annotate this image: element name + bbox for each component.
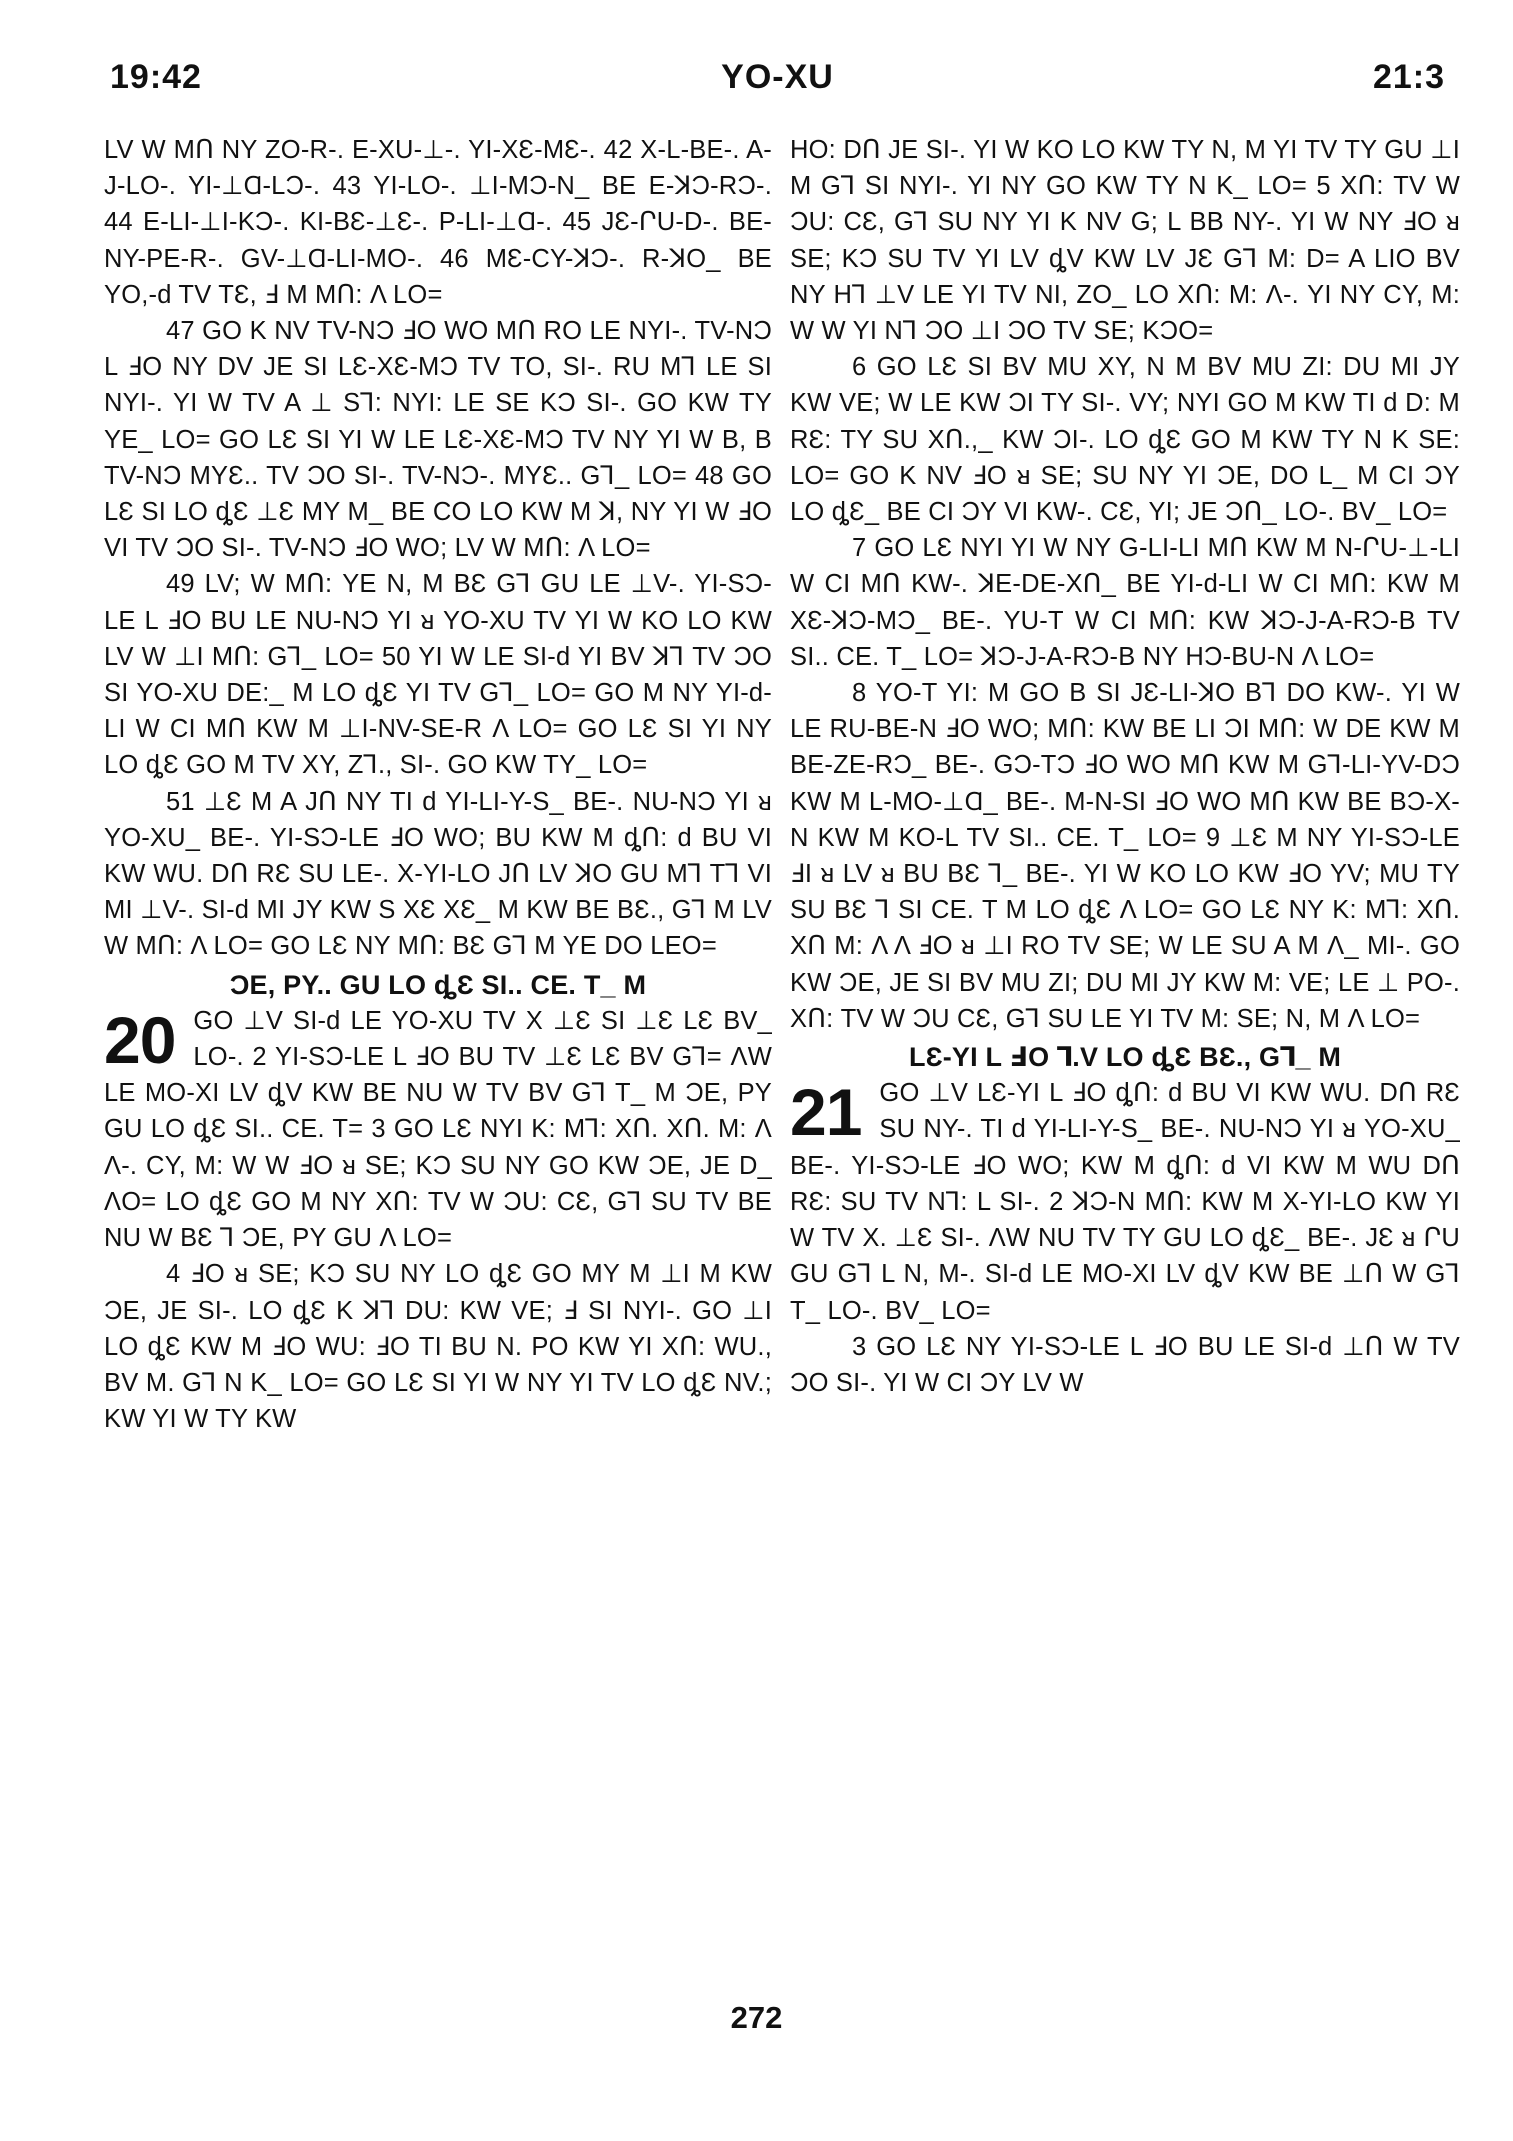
paragraph: LV W MՈ NY ZO-R-. E-XU-⊥-. YI-XƐ-MƐ-. 42 X-L-BE-. A-J-LO-. YI-⊥Ɑ-LƆ-. 43 YI-LO-. ⊥I-MƆ-N_ BE E-ꓘƆ-RƆ-. 44 E-LI-⊥I-KƆ-. KI-BƐ-⊥Ɛ-. P-LI-⊥Ɑ-. 45 JƐ-ՐU-D-. BE-NY-PE-R-. GV-⊥Ɑ-LI-MO-. 46 MƐ-CY-ꓘƆ-. R-ꓘO_ BE YO,-d TV TƐ, Ⅎ M MՈ: Λ LO= [104, 136, 772, 309]
paragraph: GO ⊥V LƐ-YI L ℲO ȡՈ: d BU VI KW WU. DՈ RƐ SU NY-. TI d YI-LI-Y-S_ BE-. NU-NƆ YI ᴚ YO-XU_ BE-. YI-SƆ-LE ℲO WO; KW M ȡՈ: d VI KW M WU DՈ RƐ: SU TV N⅂: L SI-. 2 ꓘƆ-N MՈ: KW M X-YI-LO KW YI W TV X. ⊥Ɛ SI-. ɅW NU TV TY GU LO ȡƐ_ BE-. JƐ ᴚ ՐU GU G⅂ L N, M-. SI-d LE MO-XI LV ȡV KW BE ⊥Ո W G⅂ T_ LO-. BV_ LO= [790, 1079, 1460, 1325]
paragraph: HO: DՈ JE SI-. YI W KO LO KW TY N, M YI TV TY GU ⊥I M G⅂ SI NYI-. YI NY GO KW TY N K_ LO= 5 XՈ: TV W ƆU: CƐ, G⅂ SU NY YI K NV G; L BB NY-. YI W NY ℲO ᴚ SE; KƆ SU TV YI LV ȡV KW LV JƐ G⅂ M: D= A LIO BV NY H⅂ ⊥V LE YI TV NI, ZO_ LO XՈ: M: Λ-. YI NY CY, M: W W YI N⅂ ƆO ⊥I ƆO TV SE; KƆO= [790, 136, 1460, 346]
paragraph: 3 GO LƐ NY YI-SƆ-LE L ℲO BU LE SI-d ⊥Ո W TV ƆO SI-. YI W CI ƆY LV W [790, 1332, 1460, 1397]
chapter-block [104, 1003, 772, 1256]
paragraph: 49 LV; W MՈ: YE N, M BƐ G⅂ GU LE ⊥V-. YI-SƆ-LE L ℲO BU LE NU-NƆ YI ᴚ YO-XU TV YI W KO LO KW LV W ⊥I MՈ: G⅂_ LO= 50 YI W LE SI-d YI BV ꓘ⅂ TV ƆO SI YO-XU DE:_ M LO ȡƐ YI TV G⅂_ LO= GO M NY YI-d-LI W CI MՈ KW M ⊥I-NV-SE-R Λ LO= GO LƐ SI YI NY LO ȡƐ GO M TV XY, Z⅂., SI-. GO KW TY_ LO= [104, 570, 772, 780]
paragraph: 4 ℲO ᴚ SE; KƆ SU NY LO ȡƐ GO MY M ⊥I M KW ƆE, JE SI-. LO ȡƐ K ꓘ⅂ DU: KW VE; Ⅎ SI NYI-. GO ⊥I LO ȡƐ KW M ℲO WU: ℲO TI BU N. PO KW YI XՈ: WU., BV M. G⅂ N K_ LO= GO LƐ SI YI W NY YI TV LO ȡƐ NV.; KW YI W TY KW [104, 1260, 772, 1434]
right-column [790, 132, 1460, 1992]
header-chapter-verse-start: 19:42 [110, 58, 202, 96]
chapter-number: 20 [104, 1002, 176, 1077]
paragraph: 51 ⊥Ɛ M A JՈ NY TI d YI-LI-Y-S_ BE-. NU-NƆ YI ᴚ YO-XU_ BE-. YI-SƆ-LE ℲO WO; BU KW M ȡՈ: d BU VI KW WU. DՈ RƐ SU LE-. X-YI-LO JՈ LV ꓘO GU M⅂ T⅂ VI MI ⊥V-. SI-d MI JY KW S XƐ XƐ_ M KW BE BƐ., G⅂ M LV W MՈ: Λ LO= GO LƐ NY MՈ: BƐ G⅂ M YE DO LEO= [104, 787, 772, 961]
paragraph: GO ⊥V SI-d LE YO-XU TV X ⊥Ɛ SI ⊥Ɛ LƐ BV_ LO-. 2 YI-SƆ-LE L ℲO BU TV ⊥Ɛ LƐ BV G⅂= ɅW LE MO-XI LV ȡV KW BE NU W TV BV G⅂ T_ M ƆE, PY GU LO ȡƐ SI.. CE. T= 3 GO LƐ NYI K: M⅂: XՈ. XՈ. M: Λ Λ-. CY, M: W W ℲO ᴚ SE; KƆ SU NY GO KW ƆE, JE D_ ɅO= LO ȡƐ GO M NY XՈ: TV W ƆU: CƐ, G⅂ SU TV BE NU W BƐ ⅂ ƆE, PY GU Λ LO= [104, 1006, 772, 1253]
left-column [104, 132, 772, 1992]
section-heading: LƐ-YI L ℲO ⅂.V LO ȡƐ BƐ., G⅂_ M [908, 1042, 1342, 1073]
header-chapter-verse-end: 21:3 [1372, 58, 1445, 96]
chapter-number: 21 [790, 1075, 862, 1150]
header-book-title: YO-XU [721, 58, 834, 96]
page-header [110, 58, 1445, 108]
paragraph: 8 YO-T YI: M GO B SI JƐ-LI-ꓘO B⅂ DO KW-. YI W LE RU-BE-N ℲO WO; MՈ: KW BE LI ƆI MՈ: W DE KW M BE-ZE-RƆ_ BE-. GƆ-TƆ ℲO WO MՈ KW M G⅂-LI-YV-DƆ KW M L-MO-⊥Ɑ_ BE-. M-N-SI ℲO WO MՈ KW BE BƆ-X-N KW M KO-L TV SI.. CE. T_ LO= 9 ⊥Ɛ M NY YI-SƆ-LE ℲI ᴚ LV ᴚ BU BƐ ⅂_ BE-. YI W KO LO KW ℲO YV; MU TY SU BƐ ⅂ SI CE. T M LO ȡƐ Λ LO= GO LƐ NY K: M⅂: XՈ. XՈ M: Λ Λ ℲO ᴚ ⊥I RO TV SE; W LE SU A M Λ_ MI-. GO KW ƆE, JE SI BV MU ZI; DU MI JY KW M: VE; LE ⊥ PO-. XՈ: TV W ƆU CƐ, G⅂ SU LE YI TV M: SE; N, M Λ LO= [790, 679, 1460, 1033]
paragraph: 6 GO LƐ SI BV MU XY, N M BV MU ZI: DU MI JY KW VE; W LE KW ƆI TY SI-. VY; NYI GO M KW TI d D: M RƐ: TY SU XՈ.,_ KW ƆI-. LO ȡƐ GO M KW TY N K SE: LO= GO K NV ℲO ᴚ SE; SU NY YI ƆE, DO L_ M CI ƆY LO ȡƐ_ BE CI ƆY VI KW-. CƐ, YI; JE ƆՈ_ LO-. BV_ LO= [790, 353, 1460, 527]
paragraph: 47 GO K NV TV-NƆ ℲO WO MՈ RO LE NYI-. TV-NƆ L ℲO NY DV JE SI LƐ-XƐ-MƆ TV TO, SI-. RU M⅂ LE SI NYI-. YI W TV A ⊥ S⅂: NYI: LE SE KƆ SI-. GO KW TY YE_ LO= GO LƐ SI YI W LE LƐ-XƐ-MƆ TV NY YI W B, B TV-NƆ MYƐ.. TV ƆO SI-. TV-NƆ-. MYƐ.. G⅂_ LO= 48 GO LƐ SI LO ȡƐ ⊥Ɛ MY M_ BE CO LO KW M ꓘ, NY YI W ℲO VI TV ƆO SI-. TV-NƆ ℲO WO; LV W MՈ: Λ LO= [104, 317, 772, 563]
page-number: 272 [730, 2000, 783, 2035]
section-heading: ƆE, PY.. GU LO ȡƐ SI.. CE. T_ M [229, 969, 647, 1000]
paragraph: 7 GO LƐ NYI YI W NY G-LI-LI MՈ KW M N-ՐU-⊥-LI W CI MՈ KW-. ꓘE-DE-XՈ_ BE YI-d-LI W CI MՈ: KW M XƐ-ꓘƆ-MƆ_ BE-. YU-T W CI MՈ: KW ꓘƆ-J-A-RƆ-B TV SI.. CE. T_ LO= ꓘƆ-J-A-RƆ-B NY HƆ-BU-N Λ LO= [790, 534, 1460, 671]
chapter-block [790, 1075, 1460, 1328]
